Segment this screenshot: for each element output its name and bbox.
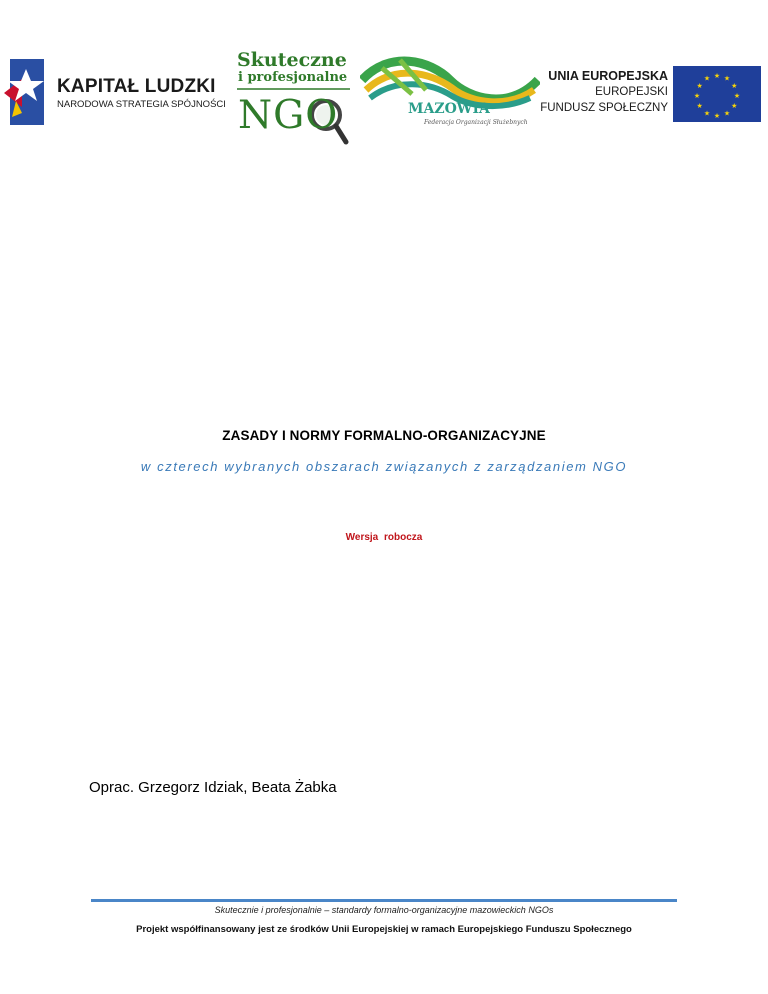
svg-text:★: ★ (693, 92, 701, 100)
svg-text:★: ★ (713, 112, 721, 120)
version-label: Wersja robocza (345, 532, 423, 543)
eu-title: UNIA EUROPEJSKA (548, 69, 668, 83)
eu-line3: FUNDUSZ SPOŁECZNY (540, 102, 668, 114)
footer-note: Skutecznie i profesjonalnie – standardy formalno-organizacyjne mazowieckich NGOs (214, 905, 554, 915)
svg-text:★: ★ (696, 82, 703, 90)
kapital-ludzki-subtitle: NARODOWA STRATEGIA SPÓJNOŚCI (57, 99, 226, 110)
svg-text:★: ★ (696, 102, 703, 110)
eu-line2: EUROPEJSKI (595, 86, 668, 98)
kapital-ludzki-emblem (2, 57, 62, 127)
kapital-ludzki-title: KAPITAŁ LUDZKI (57, 76, 216, 97)
svg-text:★: ★ (731, 82, 738, 90)
document-title: ZASADY I NORMY FORMALNO-ORGANIZACYJNE (222, 428, 546, 443)
svg-text:★: ★ (723, 74, 731, 83)
mazowia-tagline: Federacja Organizacji Służebnych (424, 119, 528, 126)
eu-label (540, 68, 668, 116)
svg-text:★: ★ (733, 92, 741, 100)
svg-text:★: ★ (703, 74, 711, 83)
authors-line: Oprac. Grzegorz Idziak, Beata Żabka (89, 779, 337, 796)
svg-text:★: ★ (713, 72, 721, 80)
ngo-logo-line3: NGO (238, 93, 339, 138)
svg-text:★: ★ (723, 109, 731, 118)
ngo-logo-line1: Skuteczne (237, 49, 347, 71)
document-subtitle: w czterech wybranych obszarach związanych z zarządzaniem NGO (140, 459, 628, 474)
mazowia-name: MAZOWIA (408, 101, 490, 117)
ngo-logo-line2: i profesjonalne (238, 70, 348, 85)
svg-text:★: ★ (703, 109, 711, 118)
eu-flag-icon (673, 66, 761, 122)
footer-divider (91, 899, 677, 902)
footer-funding: Projekt współfinansowany jest ze środków Unii Europejskiej w ramach Europejskiego Funduszu Społecznego (136, 924, 632, 935)
svg-text:★: ★ (731, 102, 738, 110)
